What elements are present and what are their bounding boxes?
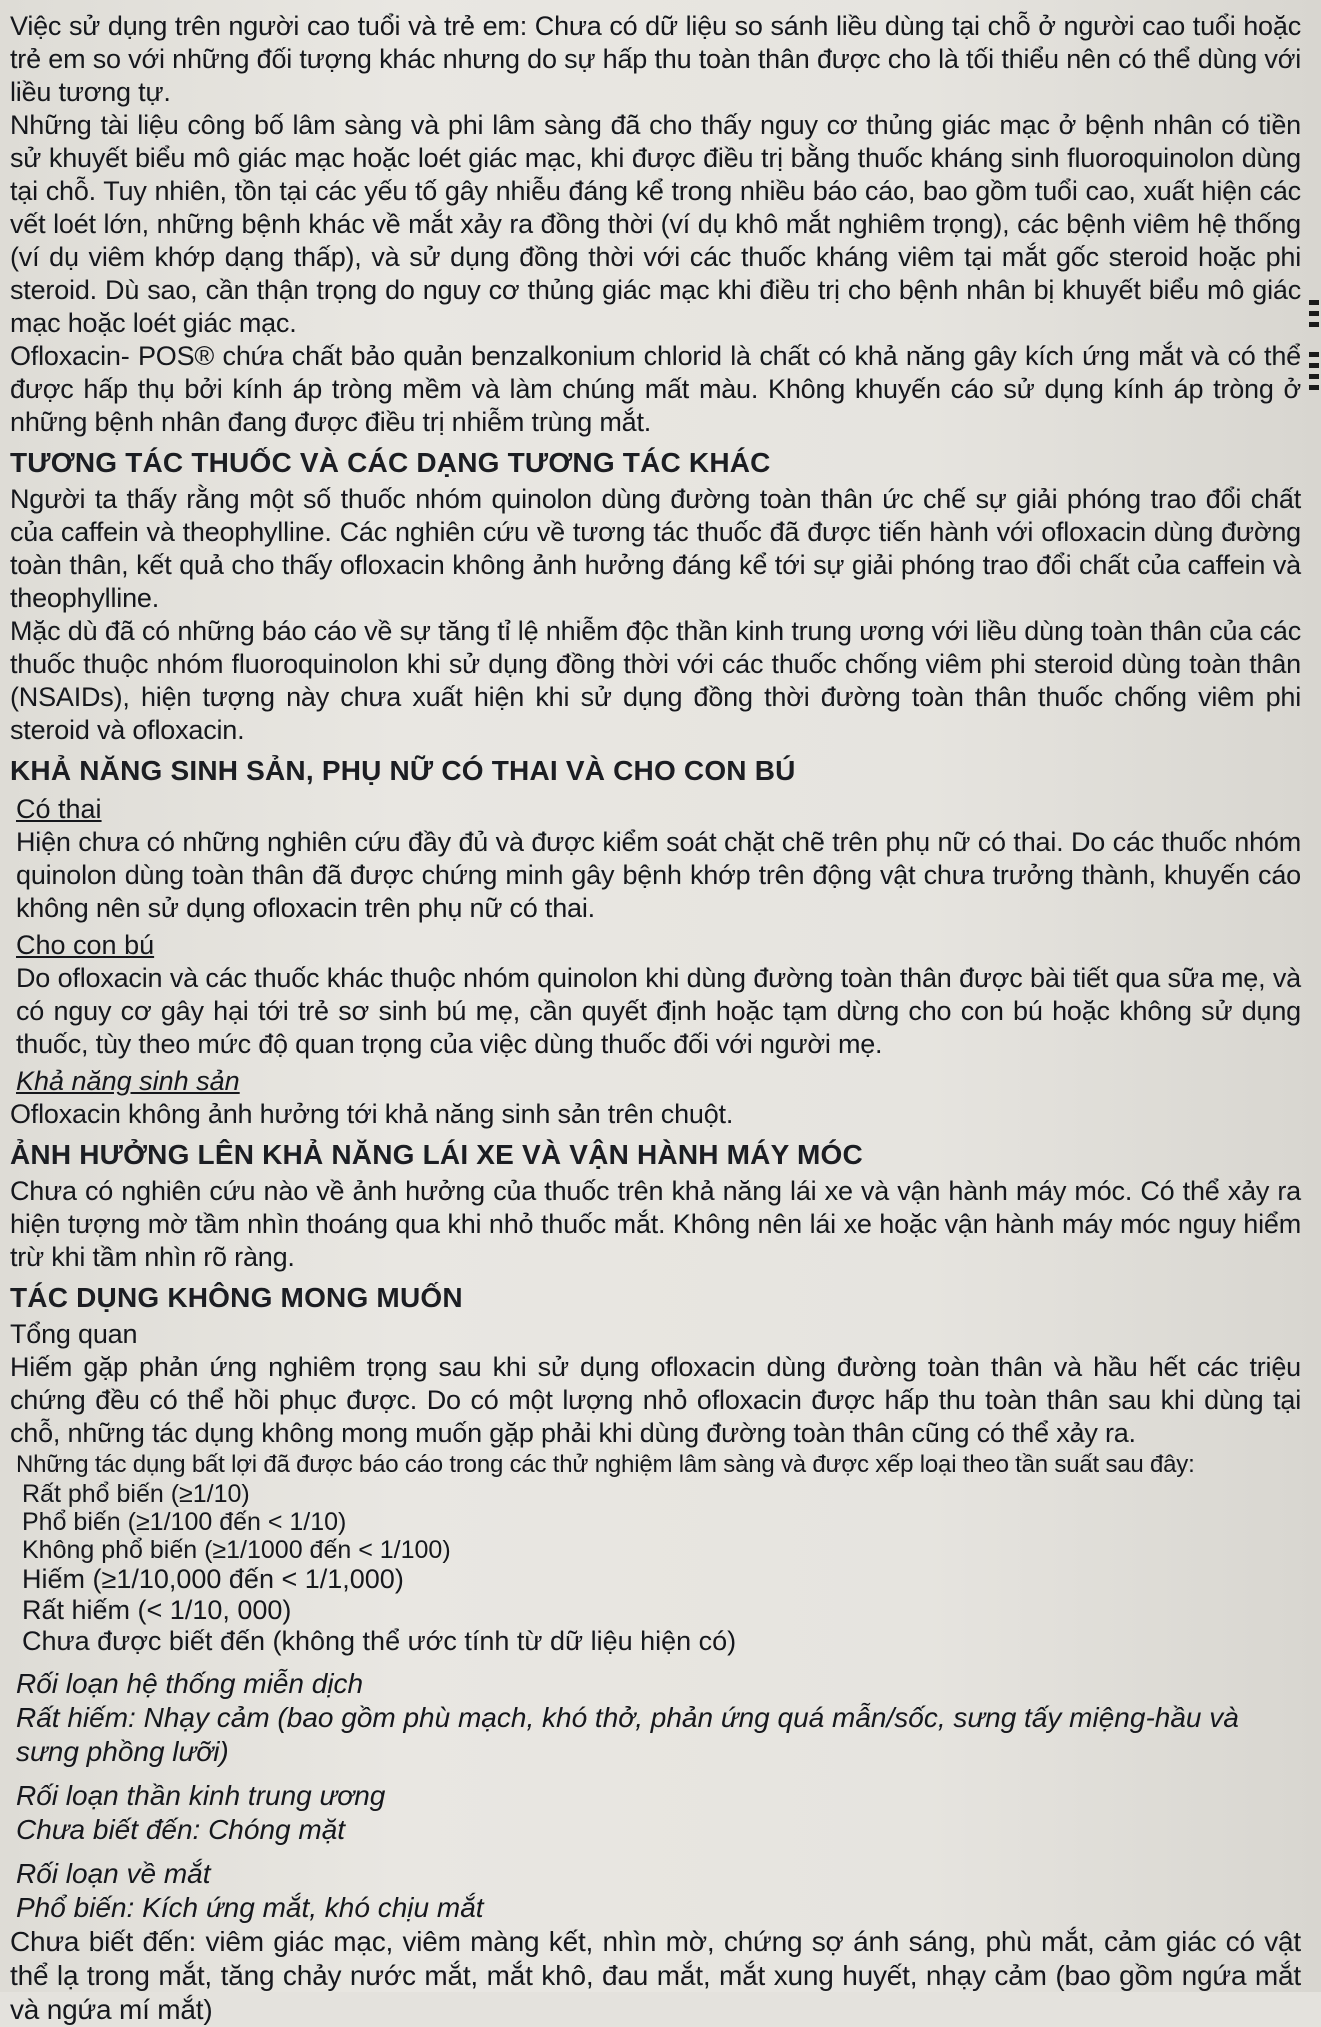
paragraph-driving: Chưa có nghiên cứu nào về ảnh hưởng của thuốc trên khả năng lái xe và vận hành máy móc. Có thể xảy ra hiện tượng mờ tầm nhìn thoáng qua khi nhỏ thuốc mắt. Không nên lái xe hoặc vận hành máy móc nguy hiểm trừ khi tầm nhìn rõ ràng.	[10, 1176, 1301, 1272]
subheading-lactation: Cho con bú	[16, 930, 155, 960]
section-heading-fertility-pregnancy: KHẢ NĂNG SINH SẢN, PHỤ NỮ CÓ THAI VÀ CHO CON BÚ	[10, 755, 796, 786]
subheading-fertility: Khả năng sinh sản	[16, 1066, 240, 1096]
frequency-item: Không phổ biến (≥1/1000 đến < 1/100)	[22, 1536, 451, 1564]
paragraph-elderly-children: Việc sử dụng trên người cao tuổi và trẻ em: Chưa có dữ liệu so sánh liều dùng tại chỗ ở người cao tuổi hoặc trẻ em so với những đối tượng khác nhưng do sự hấp thu toàn thân được cho là tối thiểu nên có thể dùng với liều tương tự.	[10, 11, 1301, 107]
paragraph-nsaids: Mặc dù đã có những báo cáo về sự tăng tỉ lệ nhiễm độc thần kinh trung ương với liều dùng toàn thân của các thuốc thuộc nhóm fluoroquinolon khi sử dụng đồng thời với các thuốc chống viêm phi steroid dùng toàn thân (NSAIDs), hiện tượng này chưa xuất hiện khi sử dụng đồng thời đường toàn thân thuốc chống viêm phi steroid và ofloxacin.	[10, 616, 1301, 745]
paragraph-eye-unknown: Chưa biết đến: viêm giác mạc, viêm màng kết, nhìn mờ, chứng sợ ánh sáng, phù mắt, cảm giác có vật thể lạ trong mắt, tăng chảy nước mắt, mắt khô, đau mắt, mắt xung huyết, nhạy cảm (bao gồm ngứa mắt và ngứa mí mắt)	[10, 1926, 1301, 2025]
paragraph-caffeine-theophylline: Người ta thấy rằng một số thuốc nhóm quinolon dùng đường toàn thân ức chế sự giải phóng trao đổi chất của caffein và theophylline. Các nghiên cứu về tương tác thuốc đã được tiến hành với ofloxacin dùng đường toàn thân, kết quả cho thấy ofloxacin không ảnh hưởng đáng kể tới sự giải phóng trao đổi chất của caffein và theophylline.	[10, 484, 1301, 613]
section-heading-driving: ẢNH HƯỞNG LÊN KHẢ NĂNG LÁI XE VÀ VẬN HÀNH MÁY MÓC	[10, 1139, 863, 1170]
section-heading-interactions: TƯƠNG TÁC THUỐC VÀ CÁC DẠNG TƯƠNG TÁC KHÁC	[10, 447, 771, 478]
frequency-item: Chưa được biết đến (không thể ước tính từ dữ liệu hiện có)	[22, 1626, 737, 1656]
paragraph-eye-common: Phổ biến: Kích ứng mắt, khó chịu mắt	[16, 1892, 484, 1923]
subheading-immune-disorders: Rối loạn hệ thống miễn dịch	[16, 1668, 364, 1699]
paragraph-cns-disorders: Chưa biết đến: Chóng mặt	[16, 1814, 346, 1845]
frequency-item: Rất phổ biến (≥1/10)	[22, 1480, 250, 1508]
subheading-eye-disorders: Rối loạn về mắt	[16, 1858, 211, 1889]
paragraph-pregnancy: Hiện chưa có những nghiên cứu đầy đủ và được kiểm soát chặt chẽ trên phụ nữ có thai. Do các thuốc nhóm quinolon dùng toàn thân đã được chứng minh gây bệnh khớp trên động vật chưa trưởng thành, khuyến cáo không nên sử dụng ofloxacin trên phụ nữ có thai.	[16, 827, 1301, 923]
frequency-item: Rất hiếm (< 1/10, 000)	[22, 1595, 292, 1625]
subheading-cns-disorders: Rối loạn thần kinh trung ương	[16, 1780, 386, 1811]
paragraph-preservative: Ofloxacin- POS® chứa chất bảo quản benzalkonium chlorid là chất có khả năng gây kích ứng mắt và có thể được hấp thụ bởi kính áp tròng mềm và làm chúng mất màu. Không khuyến cáo sử dụng kính áp tròng ở những bệnh nhân đang được điều trị nhiễm trùng mắt.	[10, 341, 1301, 437]
paragraph-lactation: Do ofloxacin và các thuốc khác thuộc nhóm quinolon khi dùng đường toàn thân được bài tiết qua sữa mẹ, và có nguy cơ gây hại tới trẻ sơ sinh bú mẹ, cần quyết định hoặc tạm dừng cho con bú hoặc không sử dụng thuốc, tùy theo mức độ quan trọng của việc dùng thuốc đối với người mẹ.	[16, 963, 1301, 1059]
subheading-overview: Tổng quan	[10, 1319, 138, 1349]
frequency-list	[10, 1480, 1301, 1657]
subheading-pregnancy: Có thai	[16, 794, 102, 824]
paragraph-immune-disorders: Rất hiếm: Nhạy cảm (bao gồm phù mạch, khó thở, phản ứng quá mẫn/sốc, sưng tấy miệng-hầu và sưng phồng lưỡi)	[16, 1702, 1239, 1767]
frequency-item: Hiếm (≥1/10,000 đến < 1/1,000)	[22, 1564, 404, 1594]
paragraph-fertility: Ofloxacin không ảnh hưởng tới khả năng sinh sản trên chuột.	[10, 1099, 734, 1129]
paragraph-overview: Hiếm gặp phản ứng nghiêm trọng sau khi sử dụng ofloxacin dùng đường toàn thân và hầu hết các triệu chứng đều có thể hồi phục được. Do có một lượng nhỏ ofloxacin được hấp thu toàn thân sau khi dùng tại chỗ, những tác dụng không mong muốn gặp phải khi dùng đường toàn thân cũng có thể xảy ra.	[10, 1352, 1301, 1448]
section-heading-adverse-effects: TÁC DỤNG KHÔNG MONG MUỐN	[10, 1282, 463, 1313]
frequency-item: Phổ biến (≥1/100 đến < 1/10)	[22, 1508, 347, 1536]
paragraph-corneal-perforation: Những tài liệu công bố lâm sàng và phi lâm sàng đã cho thấy nguy cơ thủng giác mạc ở bệnh nhân có tiền sử khuyết biểu mô giác mạc hoặc loét giác mạc, khi được điều trị bằng thuốc kháng sinh fluoroquinolon dùng tại chỗ. Tuy nhiên, tồn tại các yếu tố gây nhiễu đáng kể trong nhiều báo cáo, bao gồm tuổi cao, xuất hiện các vết loét lớn, những bệnh khác về mắt xảy ra đồng thời (ví dụ khô mắt nghiêm trọng), các bệnh viêm hệ thống (ví dụ viêm khớp dạng thấp), và sử dụng đồng thời với các thuốc kháng viêm tại mắt gốc steroid hoặc phi steroid. Dù sao, cần thận trọng do nguy cơ thủng giác mạc khi điều trị cho bệnh nhân bị khuyết biểu mô giác mạc hoặc loét giác mạc.	[10, 110, 1301, 338]
paragraph-frequency-intro: Những tác dụng bất lợi đã được báo cáo trong các thử nghiệm lâm sàng và được xếp loại theo tần suất sau đây:	[16, 1451, 1195, 1478]
